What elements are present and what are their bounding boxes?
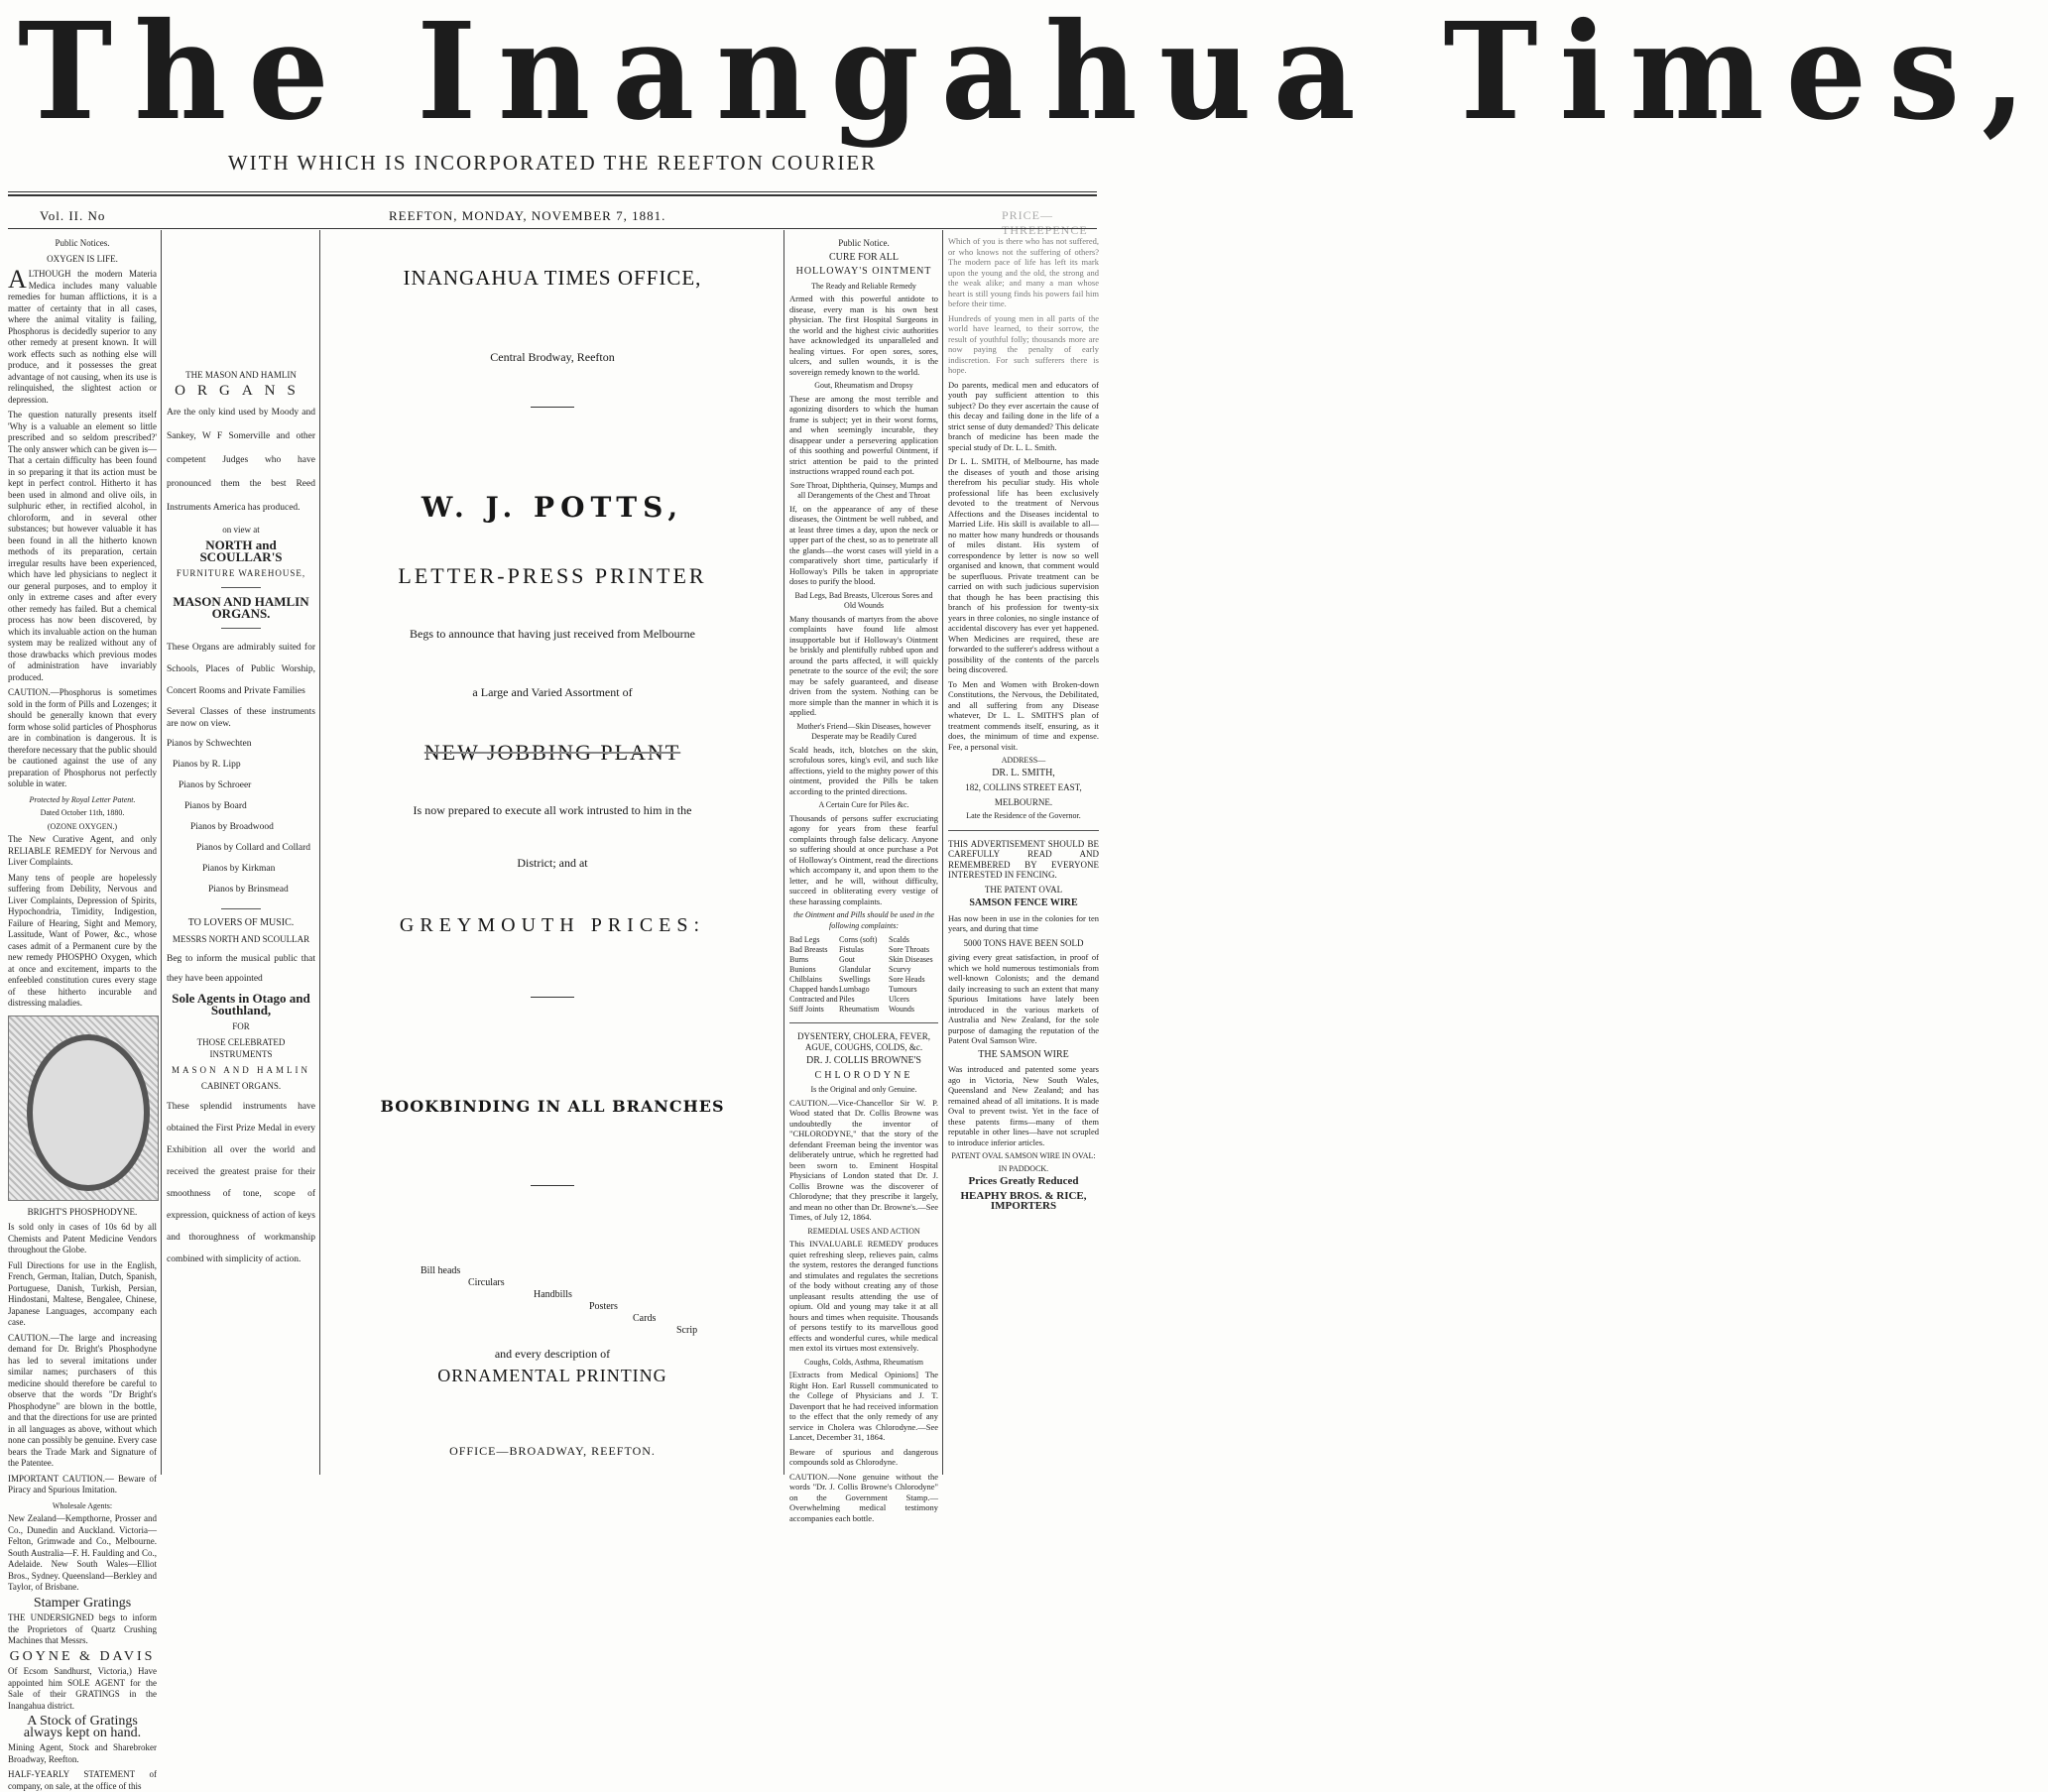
ad-paragraph: Has now been in use in the colonies for ten years, and during that time xyxy=(948,912,1099,933)
complaint-item: Bunions xyxy=(789,965,816,974)
ad-heading: SAMSON FENCE WIRE xyxy=(969,897,1078,908)
piano-item: Pianos by Broadwood xyxy=(190,822,274,832)
complaint-item: Sore Throats xyxy=(889,945,929,954)
newspaper-subtitle: WITH WHICH IS INCORPORATED THE REEFTON COURIER xyxy=(227,151,878,175)
complaint-item: Fistulas xyxy=(839,945,864,954)
ad-paragraph: Several Classes of these instruments are now on view. xyxy=(167,707,315,729)
ad-paragraph: This INVALUABLE REMEDY produces quiet refreshing sleep, relieves pain, calms the system, restores the deranged functions and stimulates and regulates the secretions of the body without creating any of those unpleasant results attending the use of opium. Old and young may take it at all hours and times when requisite. Thousands of persons testify to its marvellous good effects and wonderful cures, while medical men extol its virtues most extensively. xyxy=(789,1239,938,1353)
column-rule xyxy=(161,230,162,1475)
ad-subheading: Mother's Friend—Skin Diseases, however Desperate may be Readily Cured xyxy=(796,721,931,741)
column-music-ads xyxy=(167,236,315,1476)
address-label: ADDRESS— xyxy=(1001,756,1046,765)
volume-number: Vol. II. No xyxy=(40,208,106,223)
ad-heading: OXYGEN IS LIFE. xyxy=(47,253,118,264)
ad-paragraph: Is sold only in cases of 10s 6d by all Chemists and Patent Medicine Vendors throughout the Globe. xyxy=(8,1222,157,1254)
ad-heading-organs: ORGANS xyxy=(175,383,307,399)
ad-paragraph: CAUTION.—Phosphorus is sometimes sold in the form of Pills and Lozenges; it should be generally known that every form whose solid particles of Phosphorus are in combination is dangerous. It is therefore necessary that the public should be cautioned against the use of any preparation of Phosphorus not perfectly soluble in water. xyxy=(8,687,157,788)
section-heading: Public Notices. xyxy=(55,238,110,248)
ad-paragraph: Beware of spurious and dangerous compounds sold as Chlorodyne. xyxy=(789,1446,938,1467)
complaint-item: Ulcers xyxy=(889,995,909,1004)
ad-paragraph: Dr L. L. SMITH, of Melbourne, has made the diseases of youth and those arising therefrom his peculiar study. His whole professional life has been exclusively devoted to the treatment of Nervous Affections and the Diseases incidental to Married Life. His skill is available to all—no matter how many hundreds or thousands of miles distant. His system of correspondence by letter is now so well organised and known, that comment would be superfluous. Private treatment can be carried on with such judicious supervision that though he has been practising this branch of his profession for twenty-six years in three colonies, no single instance of accidental discovery has ever yet happened. When Medicines are required, these are forwarded to the sufferer's address without a possibility of the contents of the parcels being discovered. xyxy=(948,456,1099,674)
ad-paragraph: Mining Agent, Stock and Sharebroker Broadway, Reefton. xyxy=(8,1742,157,1764)
complaint-item: Bad Legs xyxy=(789,935,820,944)
ad-paragraph: Which of you is there who has not suffered, or who knows not the suffering of others? The modern pace of life has left its mark upon the young and the old, the strong and the weak alike; and many a man whose heart is still young finds his powers fail him before their time. xyxy=(948,236,1099,308)
ad-paragraph: Of Ecsom Sandhurst, Victoria,) Have appointed him SOLE AGENT for the Sale of their GRATINGS in the Inangahua district. xyxy=(8,1666,157,1711)
ad-paragraph: IMPORTANT CAUTION.— Beware of Piracy and Spurious Imitation. xyxy=(8,1473,157,1494)
complaint-item: Piles xyxy=(839,995,855,1004)
ad-heading: A Stock of Gratings always kept on hand. xyxy=(23,1714,142,1740)
ad-heading: MASON AND HAMLIN ORGANS. xyxy=(173,594,309,621)
piano-item: Pianos by Schwechten xyxy=(167,739,252,749)
ad-paragraph: The New Curative Agent, and only RELIABLE REMEDY for Nervous and Liver Complaints. xyxy=(8,834,157,867)
complaint-item: Rheumatism xyxy=(839,1005,880,1014)
printer-trade: LETTER-PRESS PRINTER xyxy=(398,563,707,588)
column-public-notice-right xyxy=(789,236,938,1523)
service-item: Scrip xyxy=(676,1325,698,1336)
price-notice: Prices Greatly Reduced xyxy=(968,1175,1079,1187)
office-address: Central Brodway, Reefton xyxy=(490,350,615,364)
ad-heading: THIS ADVERTISEMENT SHOULD BE CAREFULLY READ AND REMEMBERED BY EVERYONE INTERESTED IN FENCING. xyxy=(948,838,1099,880)
ad-heading: BRIGHT'S PHOSPHODYNE. xyxy=(27,1206,138,1217)
ad-text: on view at xyxy=(222,525,260,535)
ad-paragraph: Many tens of people are hopelessly suffering from Debility, Nervous and Liver Complaints, Depression of Spirits, Hypochondria, Timidity, Indigestion, Failure of Hearing, Sight and Memory, Lassitude, Want of Power, &c., whose cases admit of a Permanent cure by the new remedy PHOSPHO Oxygen, which at once and excitement, imparts to the enfeebled constitution cures every stage of these hitherto incurable and distressing maladies. xyxy=(8,872,157,1008)
dateline-rule xyxy=(8,228,1097,229)
column-rule xyxy=(319,230,320,1475)
address-note: Late the Residence of the Governor. xyxy=(966,811,1081,820)
ad-paragraph: Thousands of persons suffer excruciating agony for years from these fearful complaints through false delicacy. Anyone so suffering should at once purchase a Pot of Holloway's Ointment, read the directions which accompany it, and upon them to the letter, and he will, without difficulty, succeed in obliterating every vestige of these harassing complaints. xyxy=(789,812,938,906)
ad-paragraph: The question naturally presents itself 'Why is a valuable an element so little prescribed and so seldom prescribed?' The only answer which can be given is—That a certain difficulty has been found in so preparing it that its action must be kept in perfect control. Hitherto it has been used in almond and olive oils, in sulphuric ether, in rectified alcohol, in chloroform, and in several other substances; but however valuable it has been found in all the hitherto known methods of its preparation, certain irregular results have been experienced, which have led physicians to neglect it our general purposes, and to employ it only in extreme cases and after every other remedy has failed. But a chemical process has now been discovered, by which its invaluable action on the human system may be realized without any of those drawbacks which previous modes of administration have invariably produced. xyxy=(8,410,157,682)
complaint-item: Swellings xyxy=(839,975,871,984)
newspaper-title: The Inangahua Times, xyxy=(18,0,2048,151)
piano-item: Pianos by Kirkman xyxy=(202,864,276,874)
ad-text: District; and at xyxy=(517,856,588,870)
ad-text: FOR xyxy=(232,1021,250,1031)
ad-paragraph: These are among the most terrible and agonizing disorders to which the human frame is subject; yet in their worst forms, and when seemingly incurable, they disappear under a persevering application of this soothing and powerful Ointment, if strict attention be paid to the printed instructions wrapped round each pot. xyxy=(789,393,938,476)
complaint-item: Glandular xyxy=(839,965,871,974)
ad-subheading: Coughs, Colds, Asthma, Rheumatism xyxy=(803,1357,923,1367)
ad-paragraph: To Men and Women with Broken-down Constitutions, the Nervous, the Debilitated, and all suffering from any Disease whatever, Dr L. L. SMITH'S plan of treatment commends itself, ensuring, as it does, the minimum of time and expense. Fee, a personal visit. xyxy=(948,678,1099,752)
store-name: NORTH and SCOULLAR'S xyxy=(199,538,283,564)
ad-heading: CURE FOR ALL xyxy=(828,251,899,263)
complaint-item: Bad Breasts xyxy=(789,945,828,954)
complaint-item: Stiff Joints xyxy=(789,1005,824,1014)
complaint-item: Scalds xyxy=(889,935,909,944)
ad-heading: Stamper Gratings xyxy=(33,1595,132,1611)
drop-cap: A xyxy=(8,265,27,294)
piano-item: Pianos by Schroeer xyxy=(179,780,252,790)
complaint-item: Scurvy xyxy=(889,965,911,974)
ad-subheading: REMEDIAL USES AND ACTION xyxy=(807,1226,920,1236)
ad-heading: DYSENTERY, CHOLERA, FEVER, AGUE, COUGHS, COLDS, &c. xyxy=(796,1031,931,1052)
complaint-item: Contracted and xyxy=(789,995,838,1004)
doctor-address: 182, COLLINS STREET EAST, xyxy=(965,782,1082,792)
ad-heading: CHLORODYNE xyxy=(814,1069,913,1081)
masthead-rule-thick xyxy=(8,194,1097,196)
ad-heading: TO LOVERS OF MUSIC. xyxy=(187,917,295,928)
ad-heading: GREYMOUTH PRICES: xyxy=(399,914,706,936)
ad-subheading: the Ointment and Pills should be used in the following complaints: xyxy=(793,910,934,930)
complaints-table xyxy=(789,935,938,1015)
ad-subheading: PATENT OVAL SAMSON WIRE IN OVAL: xyxy=(951,1151,1096,1160)
ad-paragraph: If, on the appearance of any of these diseases, the Ointment be well rubbed, and at least three times a day, upon the neck or upper part of the chest, so as to penetrate all the glands—the worst cases will yield in a comparatively short time, particularly if Holloway's Pills be taken in appropriate doses to purify the blood. xyxy=(789,503,938,586)
ad-subheading: Gout, Rheumatism and Dropsy xyxy=(814,381,913,390)
masthead-rule xyxy=(8,191,1097,192)
ad-paragraph: giving every great satisfaction, in proof of which we hold numerous testimonials from well-known Colonists; and the demand daily increasing to such an extent that many Spurious Imitations have lately been introduced in the various markets of Australia and New Zealand, for the sole purpose of damaging the reputation of the Patent Oval Samson Wire. xyxy=(948,952,1099,1045)
printer-name: W. J. POTTS, xyxy=(421,491,684,524)
piano-item: Pianos by R. Lipp xyxy=(173,760,241,770)
ad-paragraph: Armed with this powerful antidote to disease, every man is his own best physician. The first Hospital Surgeons in the world and the highest civic authorities have acknowledged its unparalleled and healing virtues. For open sores, sores, ulcers, and sullen wounds, it is the sovereign remedy known to the world. xyxy=(789,294,938,377)
printing-office-ad xyxy=(323,238,782,1459)
ad-paragraph: THE UNDERSIGNED begs to inform the Proprietors of Quartz Crushing Machines that Messrs. xyxy=(8,1613,157,1645)
service-item: Handbills xyxy=(534,1289,572,1300)
complaint-item: Chapped hands xyxy=(789,985,839,994)
section-heading: Public Notice. xyxy=(838,238,890,248)
ad-heading: 5000 TONS HAVE BEEN SOLD xyxy=(963,937,1084,948)
column-rule xyxy=(783,230,784,1475)
ozone-label: (OZONE OXYGEN.) xyxy=(47,821,118,831)
patent-date: Dated October 11th, 1880. xyxy=(40,808,125,817)
ad-heading: BOOKBINDING IN ALL BRANCHES xyxy=(380,1097,725,1116)
ad-subheading: A Certain Cure for Piles &c. xyxy=(818,800,909,809)
divider xyxy=(531,1185,574,1186)
divider xyxy=(531,407,574,408)
complaint-item: Skin Diseases xyxy=(889,955,933,964)
complaint-item: Corns (soft) xyxy=(839,935,878,944)
office-title: INANGAHUA TIMES OFFICE, xyxy=(403,266,702,290)
ad-heading: THE PATENT OVAL xyxy=(984,884,1063,895)
piano-item: Pianos by Collard and Collard xyxy=(196,843,311,853)
ad-heading: ORNAMENTAL PRINTING xyxy=(437,1366,667,1385)
ad-subheading: Sore Throat, Diphtheria, Quinsey, Mumps and all Derangements of the Chest and Throat xyxy=(789,480,938,500)
ad-paragraph: ALTHOUGH the modern Materia Medica includes many valuable remedies for human afflictions, it is a matter of certainty that in all cases, where the animal vitality is failing, Phosphorus is decidedly superior to any other remedy at present known. It will work effects such as nothing else will produce, and it possesses the great advantage of not causing, when its use is relinquished, the slightest action or depression. xyxy=(8,265,157,405)
firm-name: GOYNE & DAVIS xyxy=(9,1648,156,1664)
agent-name: HEAPHY BROS. & RICE, IMPORTERS xyxy=(960,1189,1087,1212)
ad-paragraph: Hundreds of young men in all parts of the world have learned, to their sorrow, the result of youthful folly; thousands more are now paying the penalty of early indiscretion. For such sufferers there is hope. xyxy=(948,312,1099,375)
doctor-name: DR. L. SMITH, xyxy=(992,767,1055,778)
complaint-item: Tumours xyxy=(889,985,917,994)
ad-paragraph: CAUTION.—The large and increasing demand for Dr. Bright's Phosphodyne has led to several imitations under similar names; purchasers of this medicine should therefore be careful to observe that the words "Dr Bright's Phosphodyne" are blown in the bottle, and that the directions for use are printed in all languages as above, without which none can possibly be genuine. Every case bears the Trade Mark and Signature of the Patentee. xyxy=(8,1332,157,1468)
ad-paragraph: Beg to inform the musical public that they have been appointed xyxy=(167,954,315,984)
ad-text: Begs to announce that having just received from Melbourne xyxy=(410,627,695,641)
ad-paragraph: Many thousands of martyrs from the above complaints have found life almost insupportable but if Holloway's Ointment be briskly and plentifully rubbed upon and around the parts affected, it will quickly penetrate to the source of the evil; the sore may be safely guaranteed, and disease driven from the system. Nothing can be more simple than the manner in which it is applied. xyxy=(789,613,938,717)
complaint-item: Wounds xyxy=(889,1005,915,1014)
service-item: Bill heads xyxy=(421,1265,461,1276)
ad-paragraph: Full Directions for use in the English, French, German, Italian, Dutch, Spanish, Portuguese, Danish, Turkish, Persian, Hindostani, Maltese, Bengalee, Chinese, Japanese Languages, accompany each case. xyxy=(8,1259,157,1327)
complaint-item: Burns xyxy=(789,955,809,964)
service-item: Cards xyxy=(633,1313,657,1324)
office-footer: OFFICE—BROADWAY, REEFTON. xyxy=(449,1444,656,1458)
ad-subheading: IN PADDOCK. xyxy=(998,1163,1049,1173)
patent-notice: Protected by Royal Letter Patent. xyxy=(29,794,136,804)
service-list xyxy=(323,1265,782,1365)
ad-paragraph: Do parents, medical men and educators of youth pay sufficient attention to this subject? Do they ever ascertain the cause of this decay and failing done in the life of a strict sense of duty demanded? This delicate branch of medicine has been made the special study of Dr. L. L. Smith. xyxy=(948,379,1099,452)
issue-date: REEFTON, MONDAY, NOVEMBER 7, 1881. xyxy=(389,208,666,223)
ad-text: Is now prepared to execute all work intrusted to him in the xyxy=(413,803,692,817)
ad-paragraph: Was introduced and patented some years ago in Victoria, New South Wales, Queensland and New Zealand; and has remained ahead of all imitations. It is made Oval to prevent twist. Yet in the face of these patents firms—many of them reputable in other lines—have not scrupled to introduce inferior articles. xyxy=(948,1064,1099,1147)
piano-item: Pianos by Board xyxy=(184,801,247,811)
ad-heading: THE SAMSON WIRE xyxy=(978,1048,1069,1060)
ad-subheading: Is the Original and only Genuine. xyxy=(810,1085,917,1094)
complaint-item: Sore Heads xyxy=(889,975,925,984)
column-medical-and-wire-ads xyxy=(948,236,1099,1476)
masthead xyxy=(0,0,2048,175)
ad-text: THOSE CELEBRATED INSTRUMENTS xyxy=(196,1037,286,1059)
doctor-city: MELBOURNE. xyxy=(994,796,1053,807)
ad-subheading: Bad Legs, Bad Breasts, Ulcerous Sores and Old Wounds xyxy=(794,590,933,610)
ad-text: a Large and Varied Assortment of xyxy=(472,685,633,699)
service-item: Circulars xyxy=(468,1277,505,1288)
firm-name: MESSRS NORTH AND SCOULLAR xyxy=(172,934,310,944)
phosphodyne-trademark-image xyxy=(8,1015,159,1201)
ad-paragraph: Scald heads, itch, blotches on the skin, scrofulous sores, king's evil, and such like affections, yield to the mighty power of this ointment, provided the Pills be taken according to the printed directions. xyxy=(789,744,938,796)
piano-list xyxy=(167,734,315,900)
ad-heading: DR. J. COLLIS BROWNE'S xyxy=(806,1055,921,1066)
ad-heading: NEW JOBBING PLANT xyxy=(423,740,681,765)
ad-paragraph: CAUTION.—None genuine without the words "Dr. J. Collis Browne's Chlorodyne" on the Government Stamp.—Overwhelming medical testimony accompanies each bottle. xyxy=(789,1471,938,1523)
dateline xyxy=(0,204,1105,237)
ad-heading: CABINET ORGANS. xyxy=(200,1081,282,1091)
ad-heading: HOLLOWAY'S OINTMENT xyxy=(795,266,932,277)
ad-heading: THE MASON AND HAMLIN xyxy=(185,370,297,380)
complaint-item: Gout xyxy=(839,955,855,964)
ad-paragraph: These splendid instruments have obtained the First Prize Medal in every Exhibition all over the world and received the greatest praise for their smoothness of tone, scope of expression, quickness of action of keys and thoroughness of workmanship combined with simplicity of action. xyxy=(167,1102,315,1264)
ad-paragraph: These Organs are admirably suited for Schools, Places of Public Worship, Concert Rooms and Private Families xyxy=(167,643,315,696)
ad-subheading: The Ready and Reliable Remedy xyxy=(811,281,916,291)
ad-heading: MASON AND HAMLIN xyxy=(171,1065,310,1075)
complaint-item: Chilblains xyxy=(789,975,822,984)
ad-heading: Sole Agents in Otago and Southland, xyxy=(172,991,310,1017)
issue-price: PRICE—THREEPENCE xyxy=(1002,208,1088,237)
ad-paragraph: Are the only kind used by Moody and Sankey, W F Somerville and other competent Judges who have pronounced them the best Reed Instruments America has produced. xyxy=(167,408,315,513)
ad-paragraph: CAUTION.—Vice-Chancellor Sir W. P. Wood stated that Dr. Collis Browne was undoubtedly the inventor of "CHLORODYNE," that the story of the defendant Freeman being the inventor was deliberately untrue, which he regretted had been sworn to. Eminent Hospital Physicians of London stated that Dr. J. Collis Browne was the discoverer of Chlorodyne; that they prescribe it largely, and mean no other than Dr. Browne's.—See Times, of July 12, 1864. xyxy=(789,1097,938,1222)
agents-heading: Wholesale Agents: xyxy=(52,1500,113,1510)
store-subtitle: FURNITURE WAREHOUSE, xyxy=(176,568,306,578)
divider xyxy=(531,997,574,998)
column-rule xyxy=(942,230,943,1475)
ad-paragraph: HALF-YEARLY STATEMENT of company, on sale, at the office of this xyxy=(8,1769,157,1791)
agents-list: New Zealand—Kempthorne, Prosser and Co., Dunedin and Auckland. Victoria—Felton, Grimwade and Co., Melbourne. South Australia—F. H. Faulding and Co., Adelaide. New South Wales—Elliot Bros., Sydney. Queensland—Berkley and Taylor, of Brisbane. xyxy=(8,1513,157,1592)
complaint-item: Lumbago xyxy=(839,985,870,994)
service-item: Posters xyxy=(589,1301,618,1312)
piano-item: Pianos by Brinsmead xyxy=(208,885,289,895)
column-public-notices-left xyxy=(8,236,157,1791)
ad-paragraph: [Extracts from Medical Opinions] The Right Hon. Earl Russell communicated to the College of Physicians and J. T. Davenport that he had received information to the effect that the only remedy of any service in Cholera was Chlorodyne.—See Lancet, December 31, 1864. xyxy=(789,1370,938,1442)
ad-text: and every description of xyxy=(494,1347,611,1361)
